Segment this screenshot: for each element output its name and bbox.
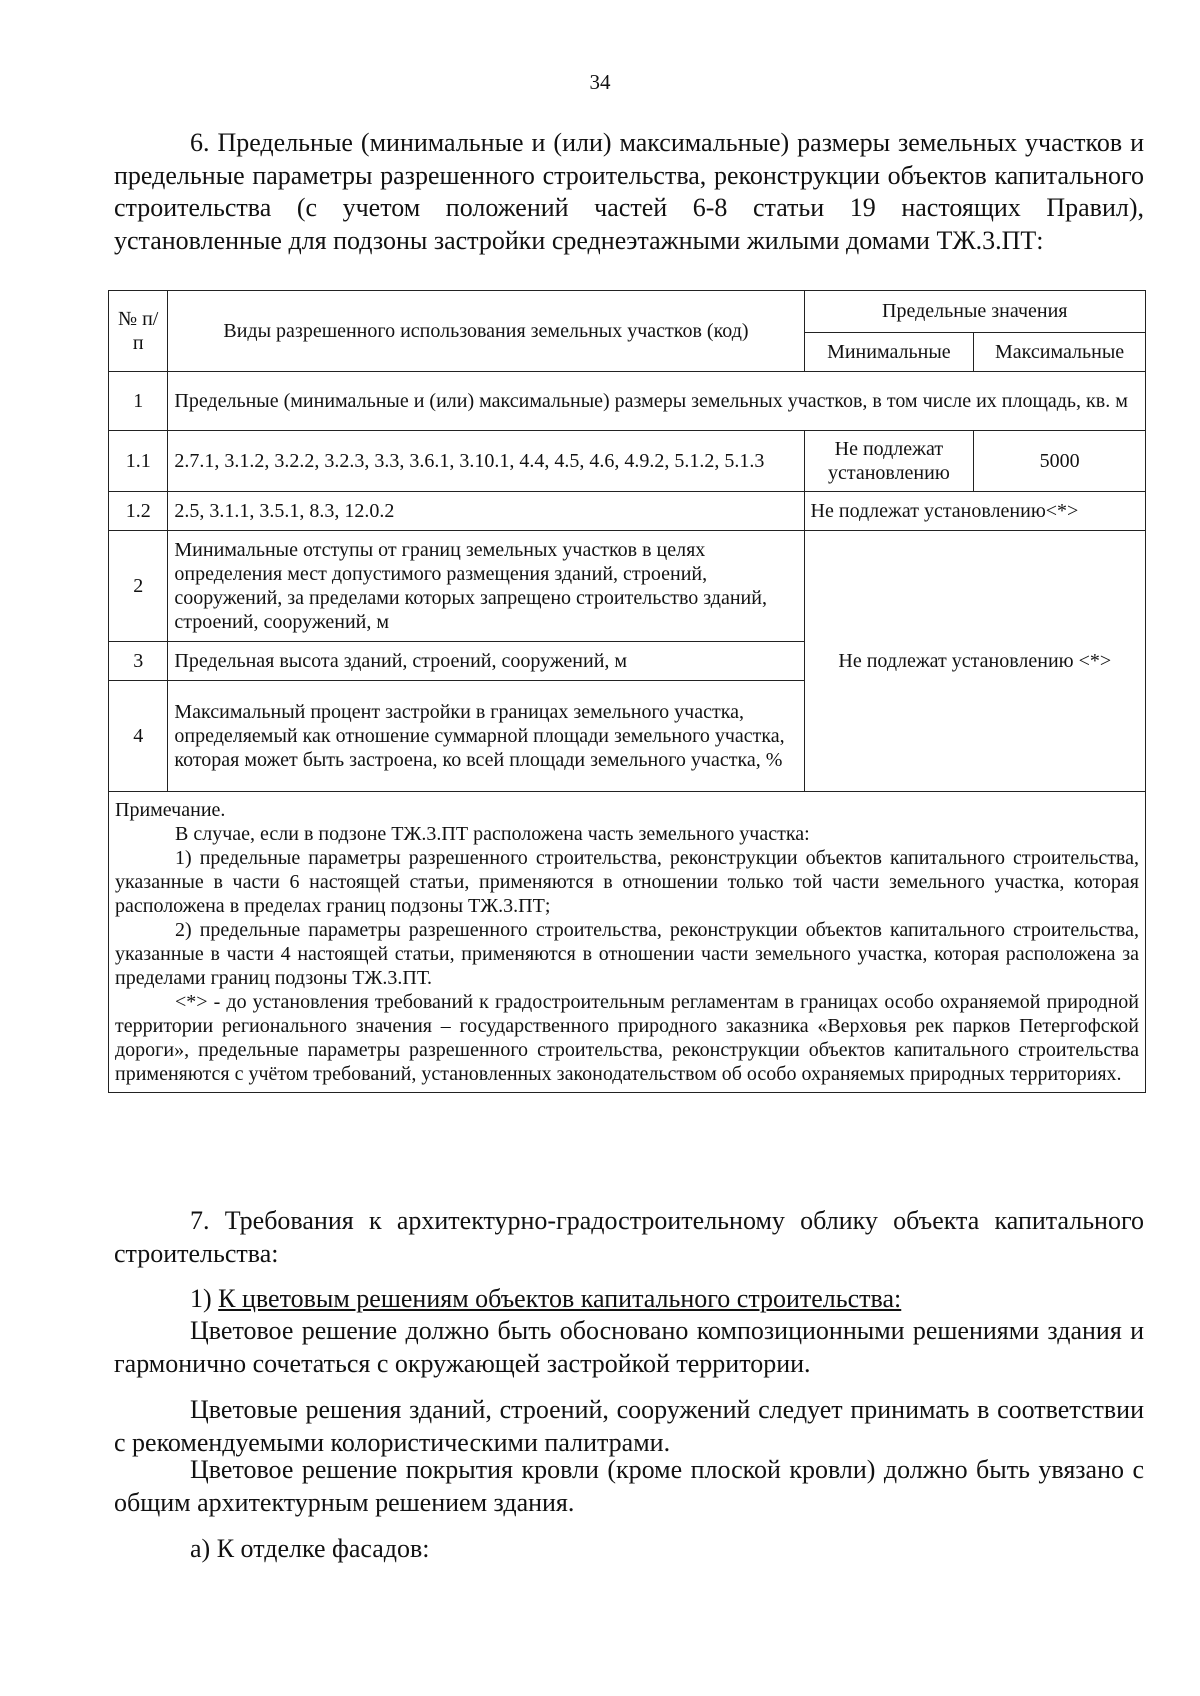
row-text: 2.5, 3.1.1, 3.5.1, 8.3, 12.0.2 bbox=[168, 492, 804, 531]
section-7-1-heading bbox=[114, 1283, 1144, 1316]
header-max: Максимальные bbox=[974, 332, 1146, 372]
header-num: № п/п bbox=[109, 291, 168, 372]
row-text: Предельная высота зданий, строений, сооружений, м bbox=[168, 642, 804, 681]
table-row bbox=[109, 431, 1146, 492]
subsection-a-heading: а) К отделке фасадов: bbox=[190, 1534, 430, 1563]
row-text: Максимальный процент застройки в границах земельного участка, определяемый как отношение суммарной площади земельного участка, которая может быть застроена, ко всей площади земельного участка, % bbox=[168, 681, 804, 792]
note-title: Примечание. bbox=[115, 799, 226, 821]
table-row bbox=[109, 372, 1146, 431]
paragraph: Цветовое решение покрытия кровли (кроме плоской кровли) должно быть увязано с общим архитектурным решением здания. bbox=[114, 1455, 1144, 1517]
header-limits: Предельные значения bbox=[804, 291, 1145, 333]
row-max-value: 5000 bbox=[974, 431, 1146, 492]
row-min-value: Не подлежат установлению bbox=[804, 431, 974, 492]
row-num: 1.1 bbox=[109, 431, 168, 492]
merged-value-cell: Не подлежат установлению <*> bbox=[804, 531, 1145, 792]
note-cell bbox=[109, 792, 1146, 1093]
table-header-row bbox=[109, 291, 1146, 333]
header-kind: Виды разрешенного использования земельных участков (код) bbox=[168, 291, 804, 372]
section-7-1-number: 1) bbox=[190, 1284, 212, 1313]
row-value: Не подлежат установлению<*> bbox=[804, 492, 1145, 531]
note-item-2: 2) предельные параметры разрешенного строительства, реконструкции объектов капитального строительства, указанные в части 4 настоящей статьи, применяются в отношении части земельного участка, которая расположена за пределами границ подзоны ТЖ.3.ПТ. bbox=[115, 919, 1139, 989]
table-note-row bbox=[109, 792, 1146, 1093]
table-row bbox=[109, 492, 1146, 531]
page-number: 34 bbox=[589, 70, 611, 94]
row-text: 2.7.1, 3.1.2, 3.2.2, 3.2.3, 3.3, 3.6.1, 3.10.1, 4.4, 4.5, 4.6, 4.9.2, 5.1.2, 5.1.3 bbox=[168, 431, 804, 492]
table-row bbox=[109, 531, 1146, 642]
row-text: Минимальные отступы от границ земельных участков в целях определения мест допустимого размещения зданий, строений, сооружений, за пределами которых запрещено строительство зданий, строений, сооружений, м bbox=[168, 531, 804, 642]
section-7-heading: 7. Требования к архитектурно-градостроительному облику объекта капитального строительства: bbox=[114, 1206, 1144, 1268]
section-7-1-title: К цветовым решениям объектов капитального строительства: bbox=[218, 1284, 902, 1313]
row-num: 2 bbox=[109, 531, 168, 642]
note-intro: В случае, если в подзоне ТЖ.3.ПТ расположена часть земельного участка: bbox=[175, 823, 810, 845]
paragraph: Цветовое решение должно быть обосновано композиционными решениями здания и гармонично сочетаться с окружающей застройкой территории. bbox=[114, 1316, 1144, 1378]
row-num: 1.2 bbox=[109, 492, 168, 531]
header-min: Минимальные bbox=[804, 332, 974, 372]
row-num: 4 bbox=[109, 681, 168, 792]
section-6-heading: 6. Предельные (минимальные и (или) максимальные) размеры земельных участков и предельные параметры разрешенного строительства, реконструкции объектов капитального строительства (с учетом положений частей 6-8 статьи 19 настоящих Правил), установленные для подзоны застройки среднеэтажными жилыми домами ТЖ.3.ПТ: bbox=[114, 128, 1144, 255]
row-text: Предельные (минимальные и (или) максимальные) размеры земельных участков, в том числе их площадь, кв. м bbox=[168, 372, 1146, 431]
row-num: 1 bbox=[109, 372, 168, 431]
row-num: 3 bbox=[109, 642, 168, 681]
note-footnote: <*> - до установления требований к градостроительным регламентам в границах особо охраняемой природной территории регионального значения – государственного природного заказника «Верховья рек парков Петергофской дороги», предельные параметры разрешенного строительства, реконструкции объектов капитального строительства применяются с учётом требований, установленных законодательством об особо охраняемых природных территориях. bbox=[115, 991, 1139, 1085]
note-item-1: 1) предельные параметры разрешенного строительства, реконструкции объектов капитального строительства, указанные в части 6 настоящей статьи, применяются в отношении только той части земельного участка, которая расположена в пределах границ подзоны ТЖ.3.ПТ; bbox=[115, 847, 1139, 917]
paragraph: Цветовые решения зданий, строений, сооружений следует принимать в соответствии с рекомендуемыми колористическими палитрами. bbox=[114, 1395, 1144, 1457]
limits-table bbox=[108, 290, 1146, 1093]
